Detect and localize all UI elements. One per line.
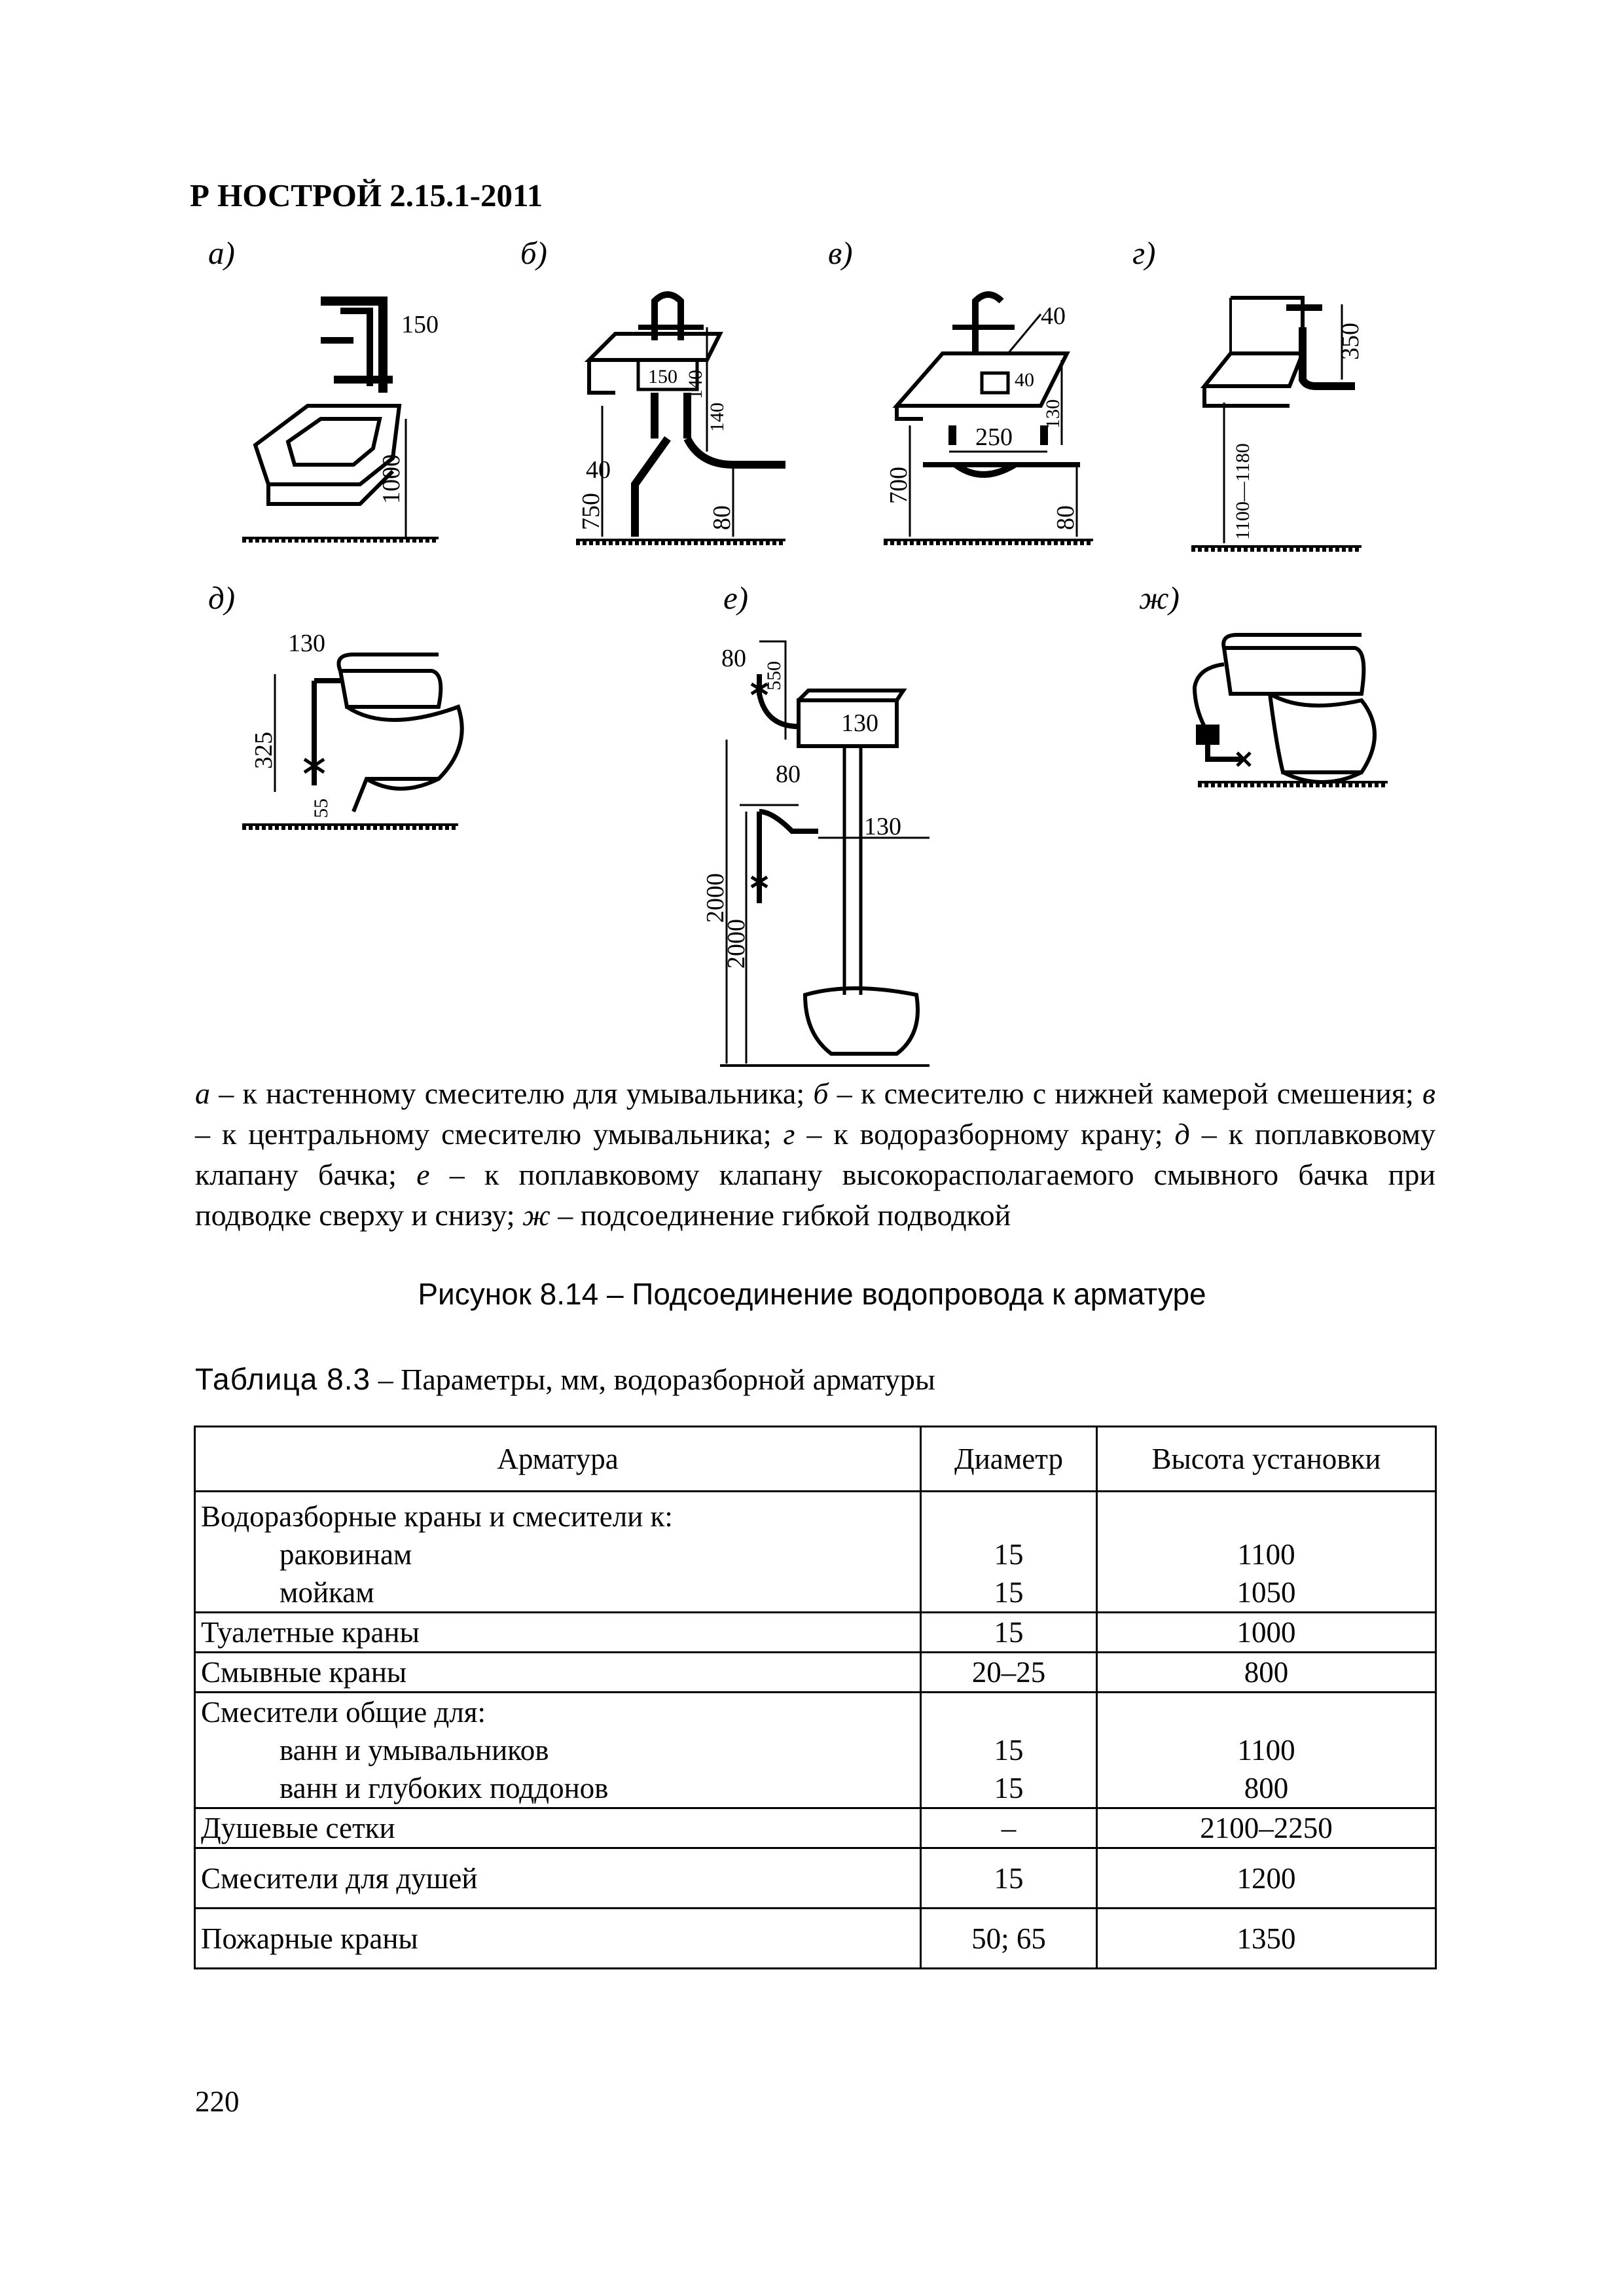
dim-b-150: 150 xyxy=(648,366,677,387)
diameter-cell: 15 xyxy=(994,1616,1024,1649)
height-cell: 1050 xyxy=(1236,1576,1296,1609)
diameter-cell xyxy=(927,1693,1091,1731)
caption-key-zh: ж xyxy=(522,1198,550,1232)
dim-d-55: 55 xyxy=(310,798,332,818)
height-cell: 1350 xyxy=(1236,1922,1296,1955)
row-label: Смывные краны xyxy=(201,1656,407,1689)
figure-label-a: а) xyxy=(208,235,235,271)
caption-key-v: в xyxy=(1422,1077,1435,1110)
height-cell xyxy=(1103,1498,1430,1535)
figure-label-e: е) xyxy=(723,580,749,616)
diameter-cell: 15 xyxy=(994,1861,1024,1895)
table-row xyxy=(195,1848,1436,1909)
height-cell: 800 xyxy=(1244,1656,1289,1689)
header-diameter: Диаметр xyxy=(921,1427,1097,1492)
height-cell: 1000 xyxy=(1236,1616,1296,1649)
dim-b-40: 40 xyxy=(586,456,611,484)
diameter-cell: – xyxy=(1001,1812,1017,1844)
dim-b-140-a: 140 xyxy=(685,370,706,399)
caption-key-e: е xyxy=(416,1158,430,1191)
dim-e-130-bottom: 130 xyxy=(864,813,901,840)
table-row xyxy=(195,1653,1436,1693)
row-label: Душевые сетки xyxy=(201,1812,395,1844)
height-cell: 1200 xyxy=(1236,1861,1296,1895)
dim-v-80: 80 xyxy=(1052,505,1079,530)
figure-label-b: б) xyxy=(520,235,547,271)
caption-text-d: – к поплавковому клапану бачка; xyxy=(195,1117,1436,1191)
row-label: Пожарные краны xyxy=(201,1922,418,1955)
table-header-row xyxy=(195,1427,1436,1492)
table-row xyxy=(195,1693,1436,1808)
figure-label-g: г) xyxy=(1132,235,1156,271)
page-number: 220 xyxy=(195,2085,240,2118)
dim-a-150: 150 xyxy=(401,311,439,338)
height-cell: 1100 xyxy=(1237,1734,1295,1767)
diameter-cell xyxy=(927,1498,1091,1535)
dim-v-40-a: 40 xyxy=(1041,302,1066,330)
row-label: мойкам xyxy=(280,1576,374,1609)
caption-text-zh: – подсоединение гибкой подводкой xyxy=(550,1198,1011,1232)
dim-e-2000-a: 2000 xyxy=(702,873,729,923)
document-code-header: Р НОСТРОЙ 2.15.1-2011 xyxy=(190,177,543,213)
caption-text-v: – к центральному смесителю умывальника; xyxy=(195,1117,784,1151)
caption-key-a: а xyxy=(195,1077,210,1110)
dim-d-325: 325 xyxy=(250,732,278,769)
dim-v-700: 700 xyxy=(885,467,912,504)
dim-v-40-b: 40 xyxy=(1015,369,1034,391)
height-cell: 800 xyxy=(1244,1772,1289,1804)
header-install-height: Высота установки xyxy=(1097,1427,1436,1492)
table-title xyxy=(195,1361,935,1397)
dim-g-1100-1180: 1100—1180 xyxy=(1232,443,1254,540)
dim-d-130: 130 xyxy=(288,630,325,657)
dim-b-750: 750 xyxy=(577,493,605,530)
dim-e-80-bottom: 80 xyxy=(776,761,801,788)
diameter-cell: 50; 65 xyxy=(971,1922,1046,1955)
row-label: ванн и умывальников xyxy=(280,1734,549,1767)
caption-key-b: б xyxy=(813,1077,829,1110)
diameter-cell: 15 xyxy=(994,1772,1024,1804)
dim-a-1000: 1000 xyxy=(378,454,405,504)
row-label: Туалетные краны xyxy=(201,1616,420,1649)
dim-e-80-top: 80 xyxy=(721,645,746,672)
caption-text-e: – к поплавковому клапану высокорасполагаемого смывного бачка при подводке сверху и снизу; xyxy=(195,1158,1435,1232)
dim-e-550: 550 xyxy=(763,661,785,691)
dim-b-140-b: 140 xyxy=(706,403,728,432)
dim-e-130-top: 130 xyxy=(841,709,878,737)
diameter-cell: 15 xyxy=(994,1538,1024,1571)
row-label: Смесители общие для: xyxy=(201,1696,486,1729)
row-label: раковинам xyxy=(280,1538,412,1571)
caption-text-b: – к смесителю с нижней камерой смешения; xyxy=(828,1077,1423,1110)
row-label: Смесители для душей xyxy=(201,1861,478,1895)
caption-key-d: д xyxy=(1174,1117,1190,1151)
figure-label-d: д) xyxy=(208,580,236,616)
diameter-cell: 20–25 xyxy=(971,1656,1046,1689)
fittings-parameters-table xyxy=(194,1426,1437,1969)
dim-e-2000-b: 2000 xyxy=(723,919,750,969)
table-row xyxy=(195,1613,1436,1653)
header-fitting: Арматура xyxy=(195,1427,921,1492)
caption-text-a: – к настенному смесителю для умывальника; xyxy=(210,1077,814,1110)
caption-text-g: – к водоразборному крану; xyxy=(795,1117,1175,1151)
table-row xyxy=(195,1808,1436,1848)
table-title-rest: – Параметры, мм, водоразборной арматуры xyxy=(370,1363,935,1396)
height-cell xyxy=(1103,1693,1430,1731)
dim-b-80: 80 xyxy=(708,505,736,530)
caption-key-g: г xyxy=(783,1117,795,1151)
table-row xyxy=(195,1909,1436,1969)
dim-v-250: 250 xyxy=(975,423,1013,451)
dim-g-350: 350 xyxy=(1337,323,1364,360)
row-label: ванн и глубоких поддонов xyxy=(280,1772,609,1804)
figure-title: Рисунок 8.14 – Подсоединение водопровода к арматуре xyxy=(418,1277,1206,1311)
height-cell: 2100–2250 xyxy=(1200,1812,1333,1844)
figure-label-zh: ж) xyxy=(1139,580,1180,616)
table-title-prefix: Таблица 8.3 xyxy=(195,1362,371,1396)
figure-caption xyxy=(195,1073,1435,1236)
dim-v-130: 130 xyxy=(1042,399,1064,429)
diameter-cell: 15 xyxy=(994,1734,1024,1767)
row-label: Водоразборные краны и смесители к: xyxy=(201,1500,673,1533)
figure-label-v: в) xyxy=(828,235,853,271)
diameter-cell: 15 xyxy=(994,1576,1024,1609)
table-row xyxy=(195,1492,1436,1613)
height-cell: 1100 xyxy=(1237,1538,1295,1571)
